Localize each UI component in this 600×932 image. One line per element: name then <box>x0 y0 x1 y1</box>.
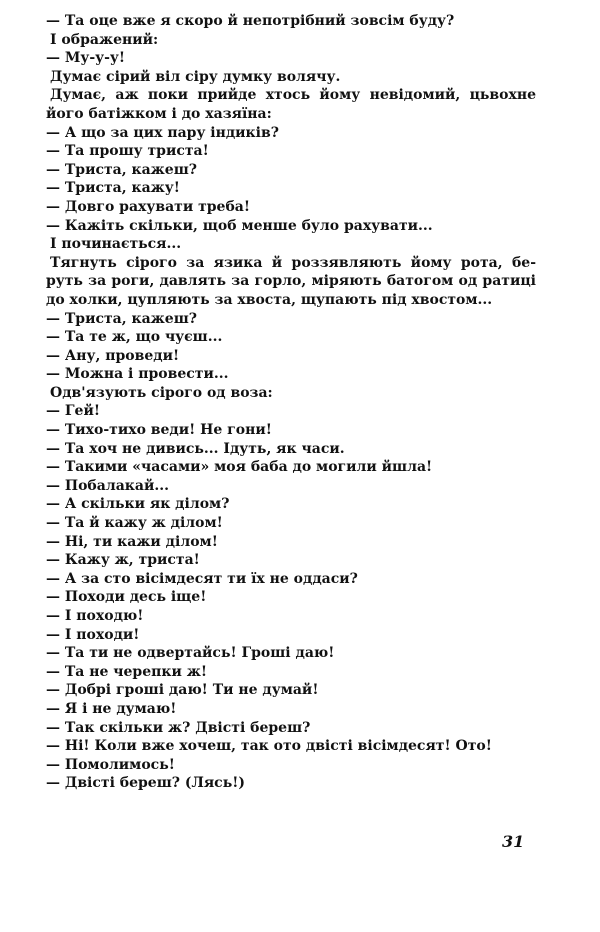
text-line: — Та оце вже я скоро й непотрібний зовсім буду? <box>46 13 455 29</box>
text-line: — Триста, кажеш? <box>46 161 197 178</box>
text-line: — Тихо-тихо веди! Не гони! <box>46 422 272 439</box>
text-line: — Побалакай... <box>46 477 169 494</box>
text-line: — Походи десь іще! <box>46 589 207 606</box>
text-line: — А скільки як ділом? <box>46 496 230 513</box>
text-line: — Та й кажу ж ділом! <box>46 515 223 532</box>
text-line: — Та хоч не дивись... Ідуть, як часи. <box>46 440 345 457</box>
text-line: — Ні! Коли вже хочеш, так ото двісті вісімдесят! Ото! <box>46 738 492 755</box>
text-line: — Такими «часами» моя баба до могили йшла! <box>46 459 433 476</box>
text-line: — Та те ж, що чуєш... <box>46 329 223 346</box>
text-line: — Можна і провести... <box>46 366 229 383</box>
text-line: — Та не черепки ж! <box>46 663 208 680</box>
text-line: І ображений: <box>50 31 159 48</box>
text-line: — Та прошу триста! <box>46 143 209 160</box>
text-line: — Ану, проведи! <box>46 347 180 364</box>
text-line: — Я і не думаю! <box>46 700 177 717</box>
text-line: І починається... <box>50 236 182 253</box>
text-line: — А що за цих пару індиків? <box>46 124 279 141</box>
text-line: Тягнуть сірого за язика й роззявляють йому рота, бе- <box>50 254 536 271</box>
text-line: Одв'язують сірого од воза: <box>50 384 273 401</box>
text-line: до холки, цупляють за хвоста, щупають під хвостом... <box>46 291 493 308</box>
text-line: — Помолимось! <box>46 756 175 773</box>
text-line: — Так скільки ж? Двісті береш? <box>46 719 311 736</box>
text-line: Думає, аж поки прийде хтось йому невідомий, цьвохне <box>50 87 536 104</box>
text-line: — Двісті береш? (Лясь!) <box>46 775 245 792</box>
text-line: — Гей! <box>46 403 100 420</box>
text-line: — А за сто вісімдесят ти їх не оддаси? <box>46 570 358 587</box>
text-line: — Добрі гроші даю! Ти не думай! <box>46 682 319 699</box>
text-line: — Ні, ти кажи ділом! <box>46 533 218 550</box>
text-line: Думає сірий віл сіру думку волячу. <box>50 68 341 85</box>
page-text <box>46 12 536 793</box>
text-line: — Та ти не одвертайсь! Гроші даю! <box>46 645 335 662</box>
text-line: — Триста, кажеш? <box>46 310 197 327</box>
text-line: — Му-у-у! <box>46 50 126 67</box>
text-line: — Триста, кажу! <box>46 180 180 197</box>
text-line: — Кажу ж, триста! <box>46 552 200 569</box>
text-line: — Кажіть скільки, щоб менше було рахувати... <box>46 217 433 234</box>
text-line: — І походи! <box>46 626 140 643</box>
text-line: руть за роги, давлять за горло, міряють батогом од ратиці <box>46 273 536 290</box>
page-number: 31 <box>502 832 525 851</box>
text-line: — І походю! <box>46 608 144 624</box>
text-line: його батіжком і до хазяїна: <box>46 105 272 122</box>
text-line: — Довго рахувати треба! <box>46 198 251 215</box>
